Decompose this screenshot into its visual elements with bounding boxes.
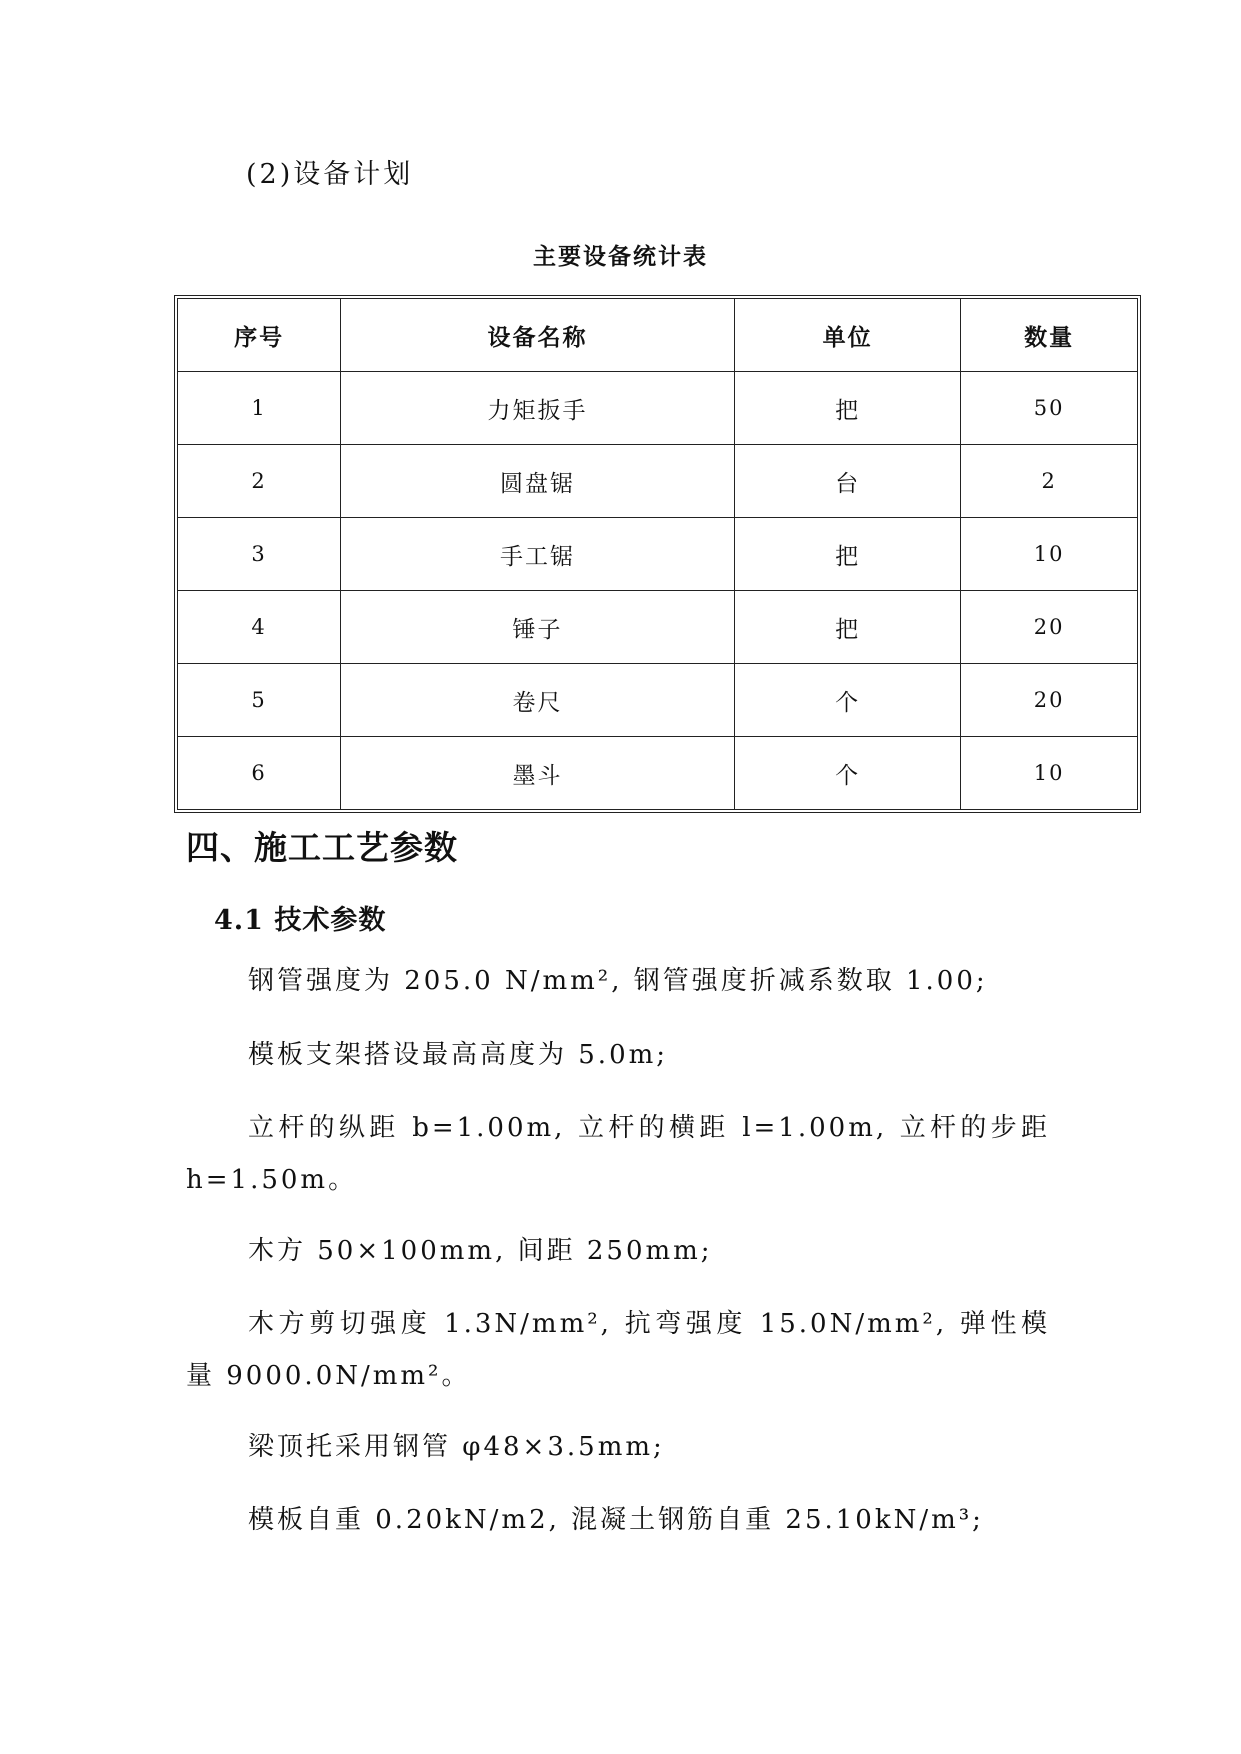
paragraph-steel-strength: 钢管强度为 205.0 N/mm², 钢管强度折减系数取 1.00; (248, 966, 988, 996)
cell-quantity: 20 (961, 591, 1138, 664)
table-row (178, 591, 1138, 664)
cell-equipment-name: 圆盘锯 (341, 445, 735, 518)
cell-unit: 个 (734, 664, 961, 737)
cell-unit: 个 (734, 737, 961, 810)
header-equipment-name: 设备名称 (341, 299, 735, 372)
cell-index: 1 (178, 372, 341, 445)
cell-unit: 把 (734, 591, 961, 664)
cell-index: 6 (178, 737, 341, 810)
cell-quantity: 50 (961, 372, 1138, 445)
header-index: 序号 (178, 299, 341, 372)
cell-equipment-name: 锤子 (341, 591, 735, 664)
table-row (178, 518, 1138, 591)
cell-equipment-name: 手工锯 (341, 518, 735, 591)
cell-quantity: 10 (961, 518, 1138, 591)
cell-unit: 台 (734, 445, 961, 518)
paragraph-timber-size: 木方 50×100mm, 间距 250mm; (248, 1236, 713, 1266)
cell-index: 3 (178, 518, 341, 591)
paragraph-beam-support: 梁顶托采用钢管 φ48×3.5mm; (248, 1432, 665, 1462)
cell-index: 2 (178, 445, 341, 518)
equipment-plan-heading: (2)设备计划 (246, 159, 414, 190)
equipment-table-frame (174, 295, 1141, 813)
cell-index: 5 (178, 664, 341, 737)
cell-unit: 把 (734, 372, 961, 445)
equipment-table (177, 298, 1138, 810)
cell-equipment-name: 墨斗 (341, 737, 735, 810)
table-row (178, 372, 1138, 445)
cell-unit: 把 (734, 518, 961, 591)
section-title: 四、施工工艺参数 (186, 828, 458, 867)
table-row (178, 664, 1138, 737)
cell-index: 4 (178, 591, 341, 664)
table-row (178, 445, 1138, 518)
paragraph-self-weight: 模板自重 0.20kN/m2, 混凝土钢筋自重 25.10kN/m³; (248, 1505, 984, 1535)
table-row (178, 737, 1138, 810)
cell-equipment-name: 力矩扳手 (341, 372, 735, 445)
cell-quantity: 20 (961, 664, 1138, 737)
cell-equipment-name: 卷尺 (341, 664, 735, 737)
header-quantity: 数量 (961, 299, 1138, 372)
cell-quantity: 2 (961, 445, 1138, 518)
subsection-title: 4.1 技术参数 (214, 905, 387, 936)
cell-quantity: 10 (961, 737, 1138, 810)
table-caption: 主要设备统计表 (533, 243, 708, 270)
paragraph-max-height: 模板支架搭设最高高度为 5.0m; (248, 1040, 669, 1070)
paragraph-timber-strength: 木方剪切强度 1.3N/mm², 抗弯强度 15.0N/mm², 弹性模量 9000.0N/mm²。 (186, 1309, 1050, 1391)
table-header-row (178, 299, 1138, 372)
paragraph-pole-spacing: 立杆的纵距 b=1.00m, 立杆的横距 l=1.00m, 立杆的步距 h=1.50m。 (186, 1113, 1050, 1195)
header-unit: 单位 (734, 299, 961, 372)
